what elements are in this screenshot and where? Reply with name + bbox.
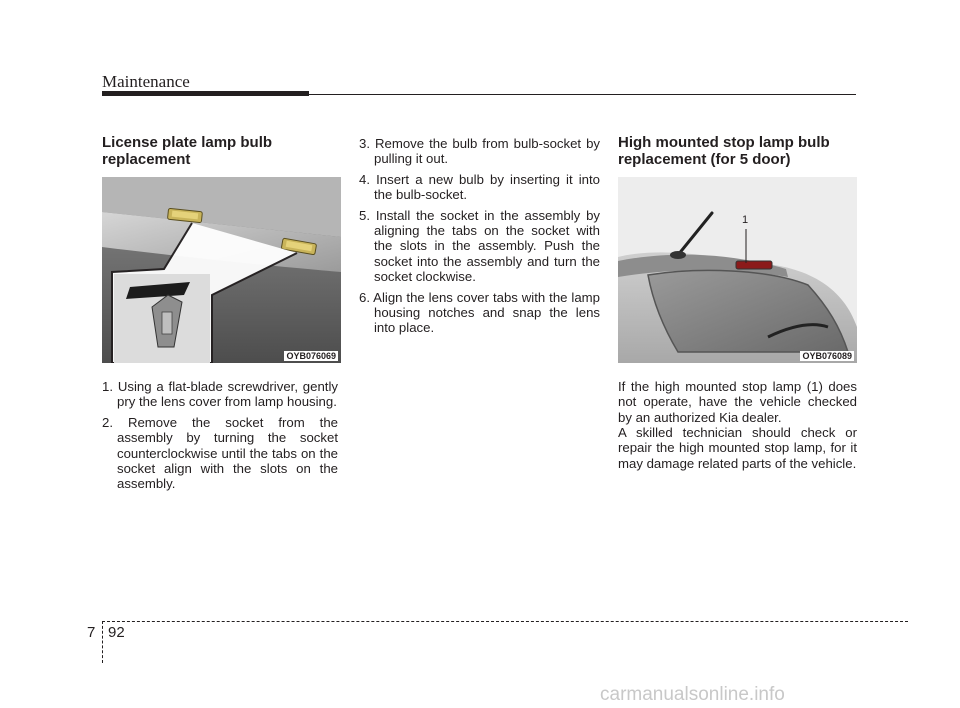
- stop-lamp-illustration: [618, 177, 857, 363]
- step-item: 5. Install the socket in the assembly by aligning the tabs on the socket with the slots in the assembly. Push the socket into the assembly and turn the socket clockwise.: [359, 207, 600, 285]
- step-item: 1. Using a flat-blade screwdriver, gently pry the lens cover from lamp housing.: [102, 379, 338, 410]
- footer-vertical-divider: [102, 621, 103, 663]
- license-lamp-figure: [102, 177, 341, 363]
- step-item: 3. Remove the bulb from bulb-socket by pulling it out.: [359, 136, 600, 167]
- footer-divider: [102, 621, 908, 622]
- callout-number: 1: [742, 214, 749, 226]
- watermark: carmanualsonline.info: [600, 684, 785, 705]
- license-lamp-steps: [102, 379, 338, 497]
- header-rule-thick: [102, 91, 309, 96]
- stop-lamp-figure: [618, 177, 857, 363]
- stop-lamp-heading: High mounted stop lamp bulb replacement (for 5 door): [618, 134, 830, 168]
- chapter-number: 7: [87, 624, 96, 641]
- header-rule-thin: [309, 94, 856, 95]
- page-number: 92: [108, 624, 125, 641]
- stop-lamp-paragraph: If the high mounted stop lamp (1) does not operate, have the vehicle checked by an authorized Kia dealer.: [618, 379, 857, 425]
- license-lamp-steps-continued: [359, 136, 600, 341]
- license-lamp-heading: License plate lamp bulb replacement: [102, 134, 273, 168]
- stop-lamp-paragraph: A skilled technician should check or repair the high mounted stop lamp, for it may damage related parts of the vehicle.: [618, 425, 857, 471]
- figure-code: OYB076089: [802, 351, 852, 361]
- license-lamp-illustration: [102, 177, 341, 363]
- step-item: 2. Remove the socket from the assembly by turning the socket counterclockwise until the tabs on the socket align with the slots on the assembly.: [102, 414, 338, 492]
- figure-code: OYB076069: [286, 351, 336, 361]
- step-item: 4. Insert a new bulb by inserting it into the bulb-socket.: [359, 171, 600, 203]
- step-item: 6. Align the lens cover tabs with the lamp housing notches and snap the lens into place.: [359, 289, 600, 336]
- high-mounted-stop-lamp: [736, 261, 772, 269]
- section-header: Maintenance: [102, 72, 190, 91]
